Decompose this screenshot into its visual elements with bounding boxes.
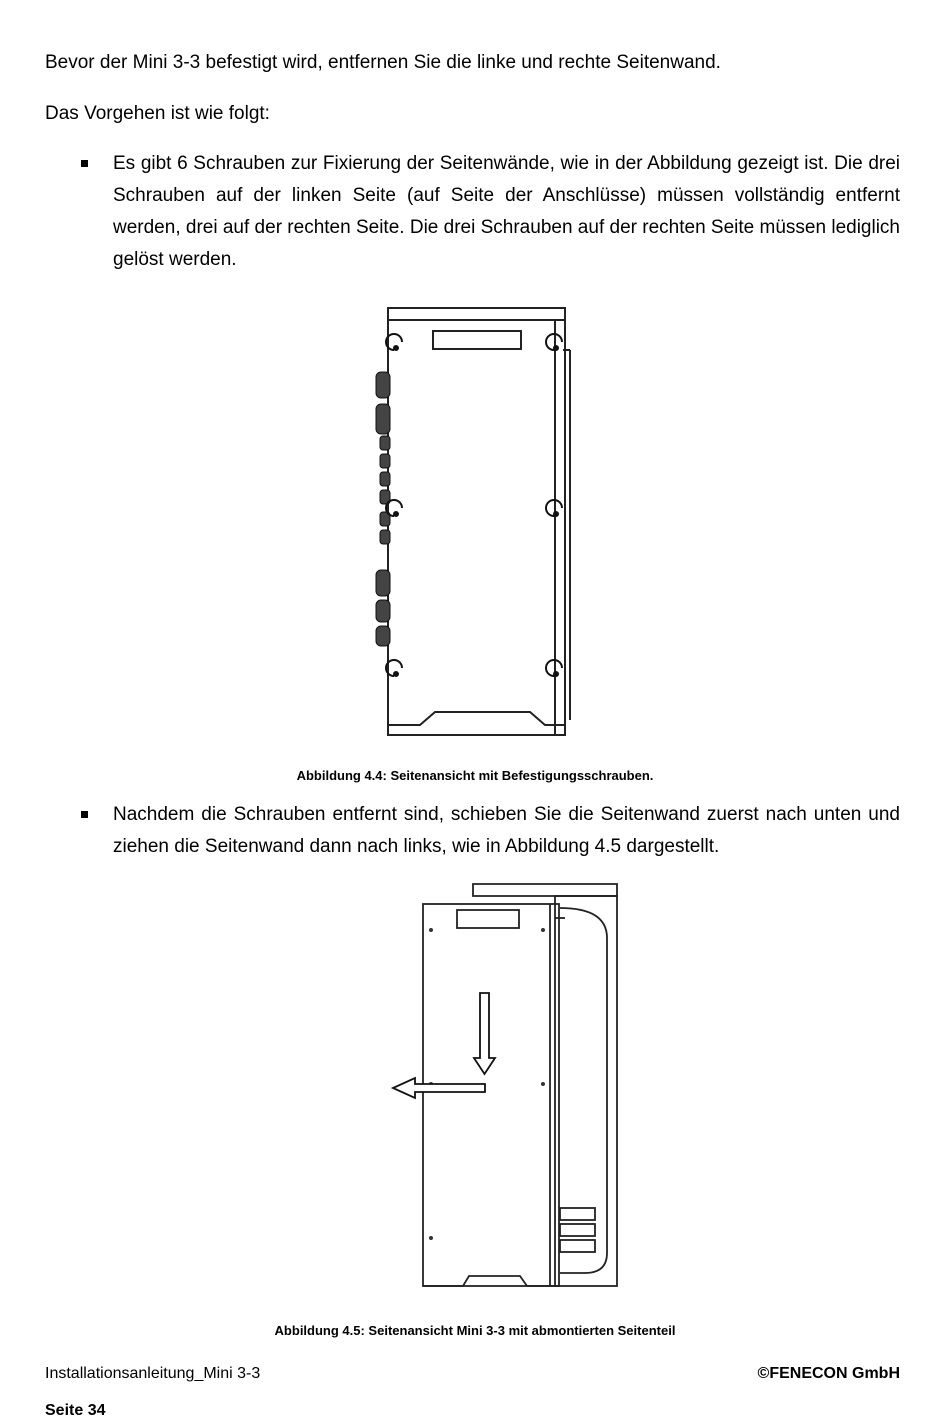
bullet-square-icon [81,160,88,167]
figure-side-panel-removal [385,878,625,1293]
footer-copyright: ©FENECON GmbH [757,1365,900,1382]
procedure-label: Das Vorgehen ist wie folgt: [45,103,270,124]
page-number: Seite 34 [45,1402,106,1419]
bullet-square-icon [81,811,88,818]
bullet-item-screws [45,148,900,276]
footer-document-name: Installationsanleitung_Mini 3-3 [45,1365,261,1382]
arrow-down-icon [474,993,495,1074]
screw-marker-icon [386,334,562,676]
figure-side-view-screws [360,300,590,745]
arrow-left-icon [393,1078,485,1098]
figure-4-5-caption: Abbildung 4.5: Seitenansicht Mini 3-3 mit abmontierten Seitenteil [274,1323,676,1338]
bullet-item-slide [45,799,900,863]
bullet-text: Nachdem die Schrauben entfernt sind, schieben Sie die Seitenwand zuerst nach unten und ziehen die Seitenwand dann nach links, wie in Abbildung 4.5 dargestellt. [113,804,900,857]
intro-paragraph: Bevor der Mini 3-3 befestigt wird, entfernen Sie die linke und rechte Seitenwand. [45,52,721,73]
figure-4-4-caption: Abbildung 4.4: Seitenansicht mit Befestigungsschrauben. [296,768,654,783]
bullet-text: Es gibt 6 Schrauben zur Fixierung der Seitenwände, wie in der Abbildung gezeigt ist. Die drei Schrauben auf der linken Seite (auf Seite der Anschlüsse) müssen vollständig entfernt werden, drei auf der rechten Seite. Die drei Schrauben auf der rechten Seite müssen lediglich gelöst werden. [113,153,900,270]
